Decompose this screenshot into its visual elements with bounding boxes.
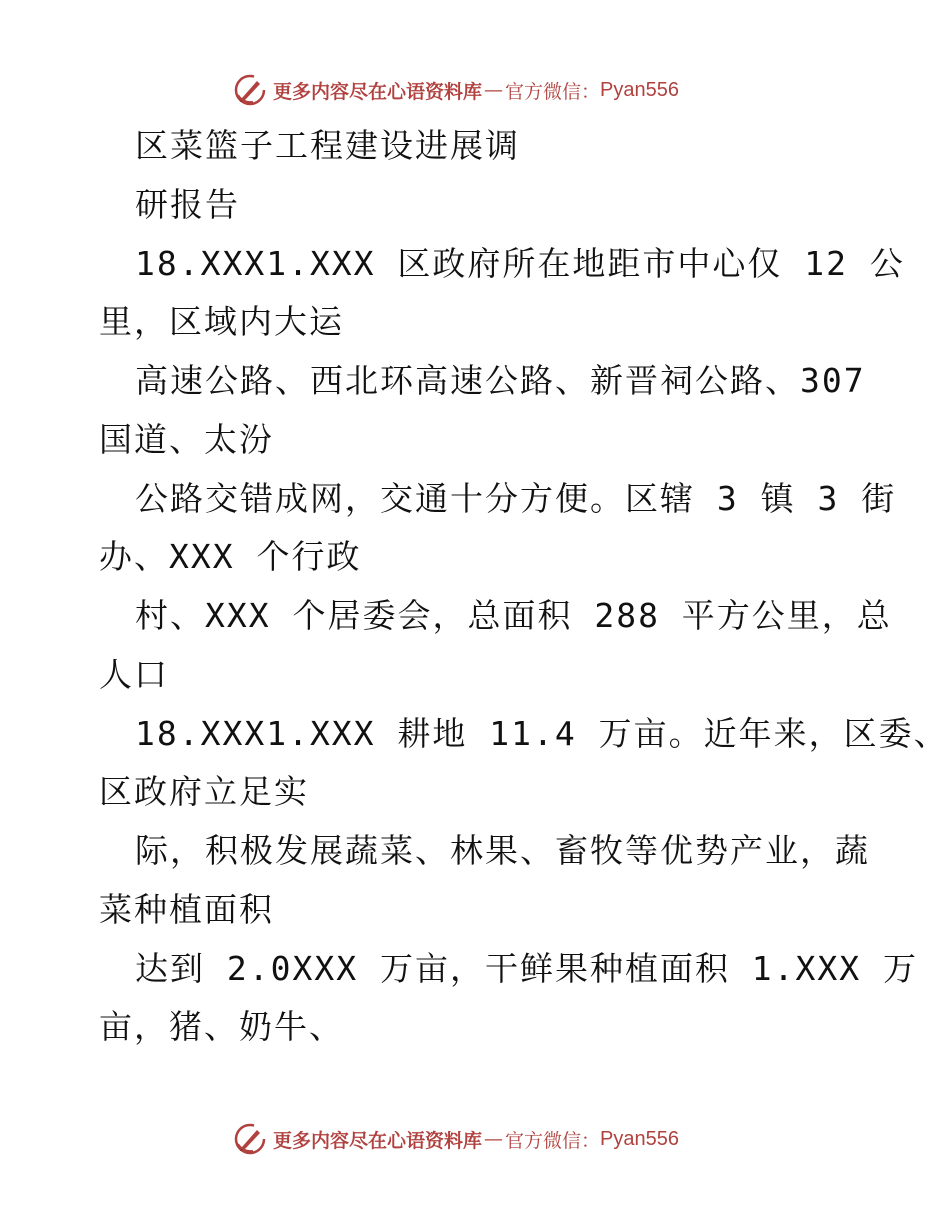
text-line: 高速公路、西北环高速公路、新晋祠公路、307 xyxy=(135,361,866,400)
text-line: 里，区域内大运 xyxy=(99,302,344,341)
text-line: 18.XXX1.XXX 区政府所在地距市中心仅 12 公 xyxy=(135,244,905,283)
text-line: 村、XXX 个居委会，总面积 288 平方公里，总 xyxy=(135,596,892,635)
title-line-1: 区菜篮子工程建设进展调 xyxy=(135,126,520,165)
text-line: 公路交错成网，交通十分方便。区辖 3 镇 3 街 xyxy=(135,479,897,518)
title-line-2: 研报告 xyxy=(135,185,240,224)
text-line: 亩，猪、奶牛、 xyxy=(99,1007,344,1046)
watermark-wechat-label: 官方微信： xyxy=(505,1129,601,1152)
watermark-separator: — xyxy=(484,79,504,101)
text-line: 人口 xyxy=(99,655,169,694)
watermark-wechat-id: Pyan556 xyxy=(600,1127,679,1150)
pen-circle-logo-icon xyxy=(233,73,267,107)
text-line: 办、XXX 个行政 xyxy=(99,537,362,576)
text-line: 区政府立足实 xyxy=(99,772,309,811)
header-watermark xyxy=(233,72,679,108)
text-line: 国道、太汾 xyxy=(99,420,274,459)
text-line: 菜种植面积 xyxy=(99,890,274,929)
text-line: 18.XXX1.XXX 耕地 11.4 万亩。近年来，区委、 xyxy=(135,714,949,753)
pen-circle-logo-icon xyxy=(233,1122,267,1156)
text-line: 达到 2.0XXX 万亩，干鲜果种植面积 1.XXX 万 xyxy=(135,949,919,988)
watermark-wechat-label: 官方微信： xyxy=(505,80,601,103)
footer-watermark xyxy=(233,1121,679,1157)
watermark-wechat-id: Pyan556 xyxy=(600,78,679,101)
watermark-text: 更多内容尽在心语资料库 xyxy=(273,80,483,103)
watermark-text: 更多内容尽在心语资料库 xyxy=(273,1129,483,1152)
text-line: 际，积极发展蔬菜、林果、畜牧等优势产业，蔬 xyxy=(135,831,870,870)
watermark-separator: — xyxy=(484,1128,504,1150)
